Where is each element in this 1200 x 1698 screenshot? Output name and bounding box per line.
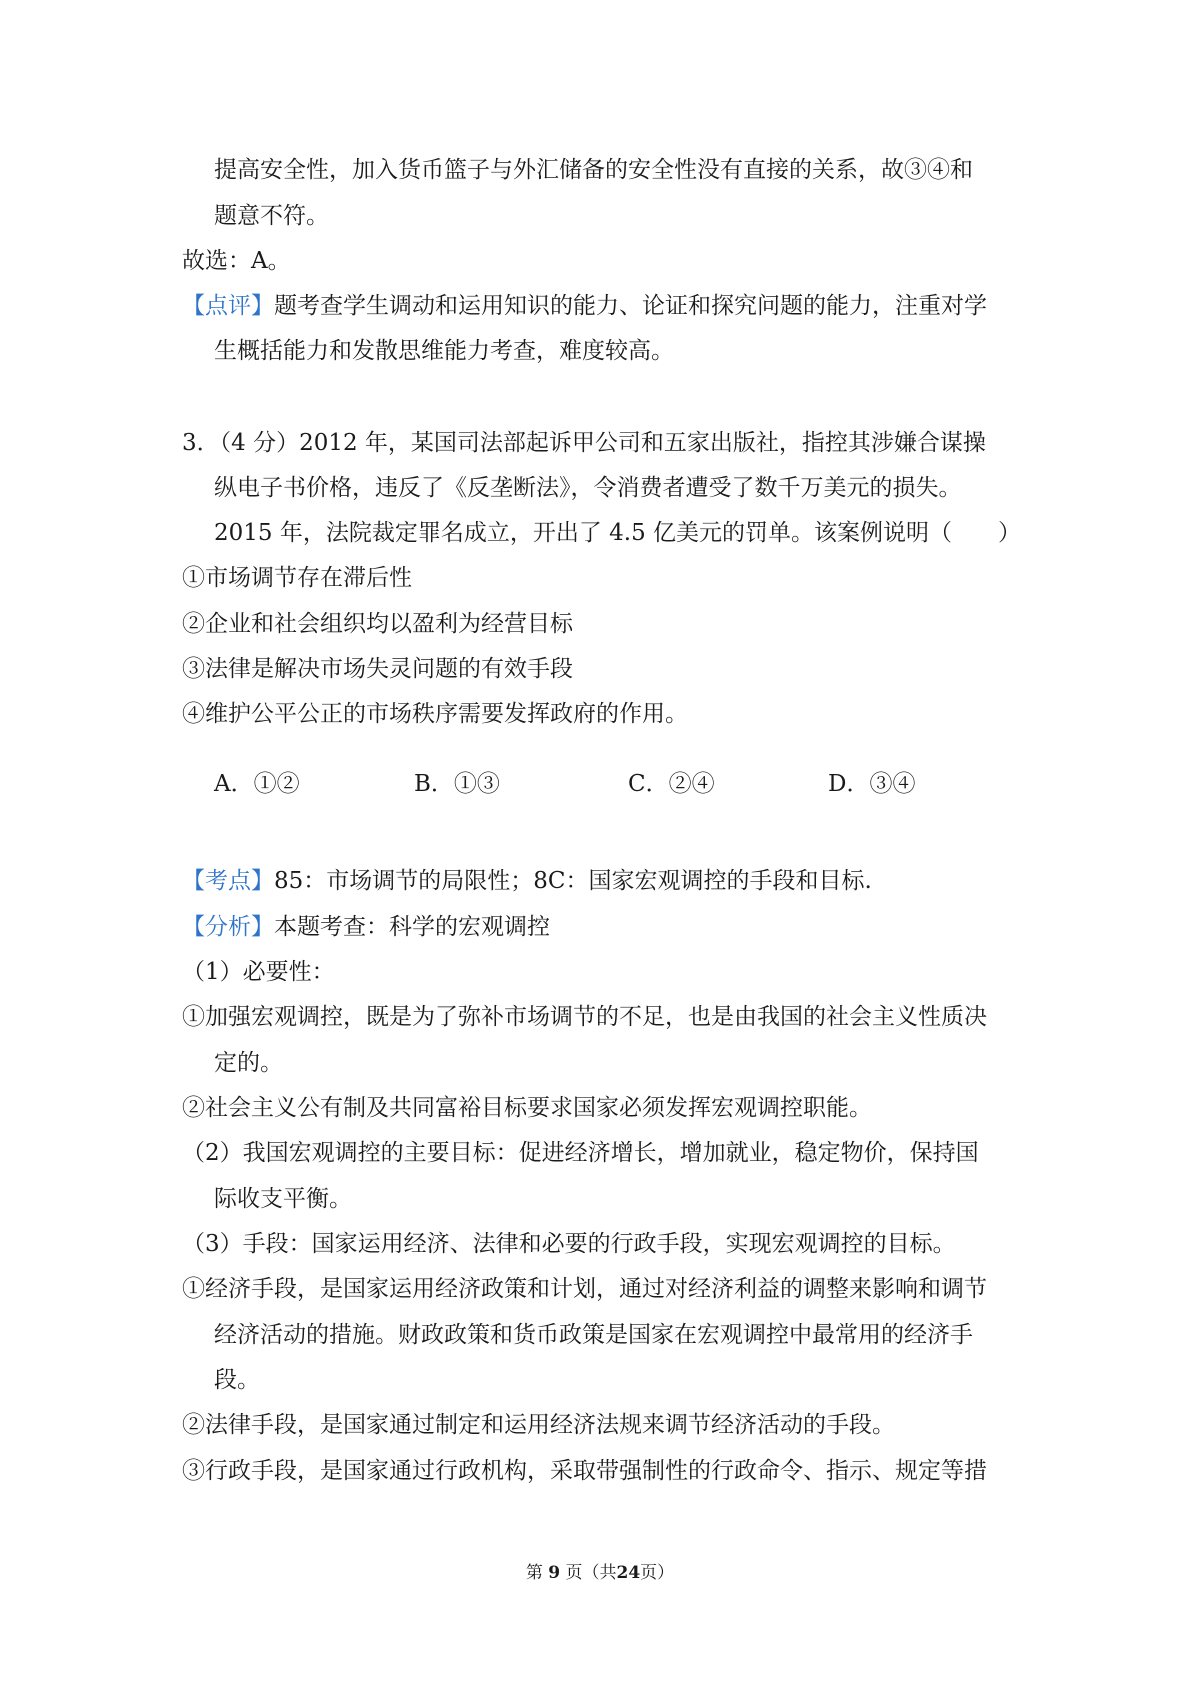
footer-prefix: 第 [525,1563,543,1583]
solution-line-7: （3）手段：国家运用经济、法律和必要的行政手段，实现宏观调控的目标。 [182,1231,956,1257]
option-b: B．①③ [414,771,500,797]
solution-line-3: 定的。 [214,1050,283,1076]
solution-line-4: ②社会主义公有制及共同富裕目标要求国家必须发挥宏观调控职能。 [182,1095,872,1121]
kaodian-line [182,866,872,896]
footer-mid: 页（共 [565,1563,617,1583]
solution-line-1: （1）必要性： [182,959,335,985]
solution-line-11: ②法律手段，是国家通过制定和运用经济法规来调节经济活动的手段。 [182,1412,895,1438]
review-tag: 【点评】 [182,293,274,319]
option-a: A．①② [214,771,300,797]
option-d: D．③④ [828,771,916,797]
solution-line-2: ①加强宏观调控，既是为了弥补市场调节的不足，也是由我国的社会主义性质决 [182,1004,987,1030]
option-c: C．②④ [628,771,715,797]
question-item-3: ③法律是解决市场失灵问题的有效手段 [182,656,573,682]
footer-page-number: 9 [548,1563,561,1583]
question-item-2: ②企业和社会组织均以盈利为经营目标 [182,611,573,637]
prev-analysis-line-2: 题意不符。 [214,203,329,229]
footer-total-pages: 24 [616,1563,641,1583]
kaodian-tag: 【考点】 [182,868,274,894]
question-stem-line-3: 2015 年，法院裁定罪名成立，开出了 4.5 亿美元的罚单。该案例说明（ ） [214,520,1022,546]
question-stem-line-1: 3．（4 分）2012 年，某国司法部起诉甲公司和五家出版社，指控其涉嫌合谋操 [182,430,986,456]
question-item-4: ④维护公平公正的市场秩序需要发挥政府的作用。 [182,701,688,727]
fenxi-line [182,912,550,942]
solution-line-5: （2）我国宏观调控的主要目标：促进经济增长，增加就业，稳定物价，保持国 [182,1140,979,1166]
fenxi-text: 本题考查：科学的宏观调控 [274,914,550,940]
prev-review-line-2: 生概括能力和发散思维能力考查，难度较高。 [214,338,674,364]
solution-line-6: 际收支平衡。 [214,1186,352,1212]
question-stem-line-2: 纵电子书价格，违反了《反垄断法》，令消费者遭受了数千万美元的损失。 [214,475,962,501]
kaodian-text: 85：市场调节的局限性；8C：国家宏观调控的手段和目标. [274,868,872,894]
review-text: 题考查学生调动和运用知识的能力、论证和探究问题的能力，注重对学 [274,293,987,319]
solution-line-10: 段。 [214,1367,260,1393]
prev-analysis-line-1: 提高安全性，加入货币篮子与外汇储备的安全性没有直接的关系，故③④和 [214,157,973,183]
page-footer [0,1561,1200,1585]
prev-review-line-1 [182,291,987,321]
question-item-1: ①市场调节存在滞后性 [182,565,412,591]
solution-line-8: ①经济手段，是国家运用经济政策和计划，通过对经济利益的调整来影响和调节 [182,1276,987,1302]
solution-line-9: 经济活动的措施。财政政策和货币政策是国家在宏观调控中最常用的经济手 [214,1322,973,1348]
solution-line-12: ③行政手段，是国家通过行政机构，采取带强制性的行政命令、指示、规定等措 [182,1458,987,1484]
footer-suffix: 页） [640,1563,675,1583]
fenxi-tag: 【分析】 [182,914,274,940]
prev-answer: 故选：A。 [182,248,291,274]
